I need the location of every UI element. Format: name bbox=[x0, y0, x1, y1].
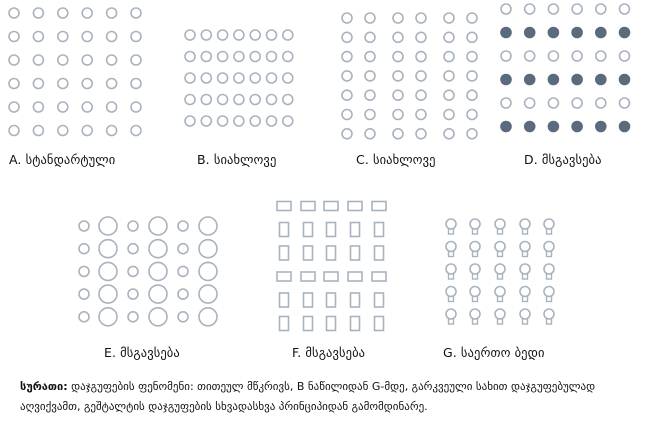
rect-vertical-f bbox=[351, 246, 360, 260]
bulb-g bbox=[446, 309, 456, 324]
dot-a bbox=[9, 55, 19, 65]
bulb-g bbox=[495, 242, 505, 257]
rect-horizontal-f bbox=[348, 272, 362, 281]
rect-vertical-f bbox=[351, 223, 360, 237]
dot-e bbox=[149, 240, 167, 258]
dot-d bbox=[525, 51, 535, 61]
rect-horizontal-f bbox=[372, 272, 386, 281]
dot-e bbox=[99, 285, 117, 303]
panel-label-b: B. სიახლოვე bbox=[197, 152, 277, 167]
dot-d bbox=[620, 122, 630, 132]
dot-c bbox=[365, 110, 375, 120]
bulb-g bbox=[544, 264, 554, 279]
dot-b bbox=[267, 52, 277, 62]
rect-vertical-f bbox=[327, 293, 336, 307]
dot-d bbox=[501, 75, 511, 85]
dot-d bbox=[501, 28, 511, 38]
dot-b bbox=[267, 95, 277, 105]
dot-e bbox=[79, 221, 89, 231]
dot-d bbox=[572, 4, 582, 14]
dot-d bbox=[548, 28, 558, 38]
rect-vertical-f bbox=[351, 317, 360, 331]
dot-e bbox=[99, 262, 117, 280]
panel-label-d: D. მსგავსება bbox=[524, 152, 602, 167]
dot-c bbox=[365, 32, 375, 42]
dot-b bbox=[250, 95, 260, 105]
panel-label-g: G. საერთო ბედი bbox=[443, 345, 545, 360]
rect-vertical-f bbox=[304, 223, 313, 237]
dot-e bbox=[149, 262, 167, 280]
rect-horizontal-f bbox=[324, 272, 338, 281]
rect-horizontal-f bbox=[301, 202, 315, 211]
dot-b bbox=[250, 73, 260, 83]
bulb-g bbox=[544, 242, 554, 257]
dot-a bbox=[33, 32, 43, 42]
rect-vertical-f bbox=[327, 223, 336, 237]
dot-b bbox=[283, 95, 293, 105]
dot-a bbox=[58, 79, 68, 89]
bulb-g bbox=[544, 309, 554, 324]
dot-c bbox=[342, 90, 352, 100]
bulb-g bbox=[495, 309, 505, 324]
dot-e bbox=[178, 221, 188, 231]
rect-vertical-f bbox=[304, 317, 313, 331]
dot-b bbox=[201, 116, 211, 126]
dot-e bbox=[199, 308, 217, 326]
dot-a bbox=[33, 102, 43, 112]
dot-e bbox=[128, 266, 138, 276]
dot-c bbox=[393, 71, 403, 81]
dot-a bbox=[33, 126, 43, 136]
dot-a bbox=[58, 32, 68, 42]
dot-e bbox=[199, 262, 217, 280]
rect-vertical-f bbox=[280, 317, 289, 331]
dot-c bbox=[342, 32, 352, 42]
dot-e bbox=[79, 266, 89, 276]
dot-d bbox=[596, 28, 606, 38]
dot-a bbox=[82, 79, 92, 89]
dot-e bbox=[199, 285, 217, 303]
dot-c bbox=[393, 90, 403, 100]
dot-e bbox=[79, 312, 89, 322]
dot-d bbox=[572, 28, 582, 38]
dot-a bbox=[82, 126, 92, 136]
dot-c bbox=[444, 52, 454, 62]
dot-c bbox=[416, 90, 426, 100]
dot-d bbox=[501, 4, 511, 14]
bulb-g bbox=[470, 309, 480, 324]
dot-e bbox=[99, 240, 117, 258]
dot-a bbox=[9, 79, 19, 89]
dot-d bbox=[525, 98, 535, 108]
dot-a bbox=[131, 32, 141, 42]
dot-b bbox=[218, 95, 228, 105]
dot-c bbox=[444, 71, 454, 81]
figure-caption bbox=[20, 377, 632, 417]
caption-lead: სურათი: bbox=[20, 380, 68, 393]
dot-b bbox=[267, 116, 277, 126]
rect-vertical-f bbox=[327, 246, 336, 260]
bulb-g bbox=[520, 309, 530, 324]
dot-a bbox=[131, 102, 141, 112]
dot-a bbox=[131, 126, 141, 136]
dot-d bbox=[548, 4, 558, 14]
dot-b bbox=[201, 30, 211, 40]
dot-a bbox=[9, 126, 19, 136]
rect-horizontal-f bbox=[348, 202, 362, 211]
dot-d bbox=[620, 75, 630, 85]
dot-a bbox=[131, 79, 141, 89]
dot-d bbox=[572, 122, 582, 132]
bulb-g bbox=[520, 287, 530, 302]
caption-text: დაჯგუფების ფენომენი: თითეულ მწკრივს, B ნაწილიდან G-მდე, გარკვეული სახით დაჯგუფებულად აღვიქვამთ, გეშტალტის დაჯგუფების სხვადასხვა პრინციპიდან გამომდინარე. bbox=[20, 380, 596, 413]
bulb-g bbox=[446, 264, 456, 279]
rect-vertical-f bbox=[327, 317, 336, 331]
dot-e bbox=[79, 289, 89, 299]
bulb-g bbox=[470, 242, 480, 257]
dot-d bbox=[620, 51, 630, 61]
dot-c bbox=[467, 90, 477, 100]
rect-horizontal-f bbox=[301, 272, 315, 281]
dot-d bbox=[501, 98, 511, 108]
dot-b bbox=[267, 30, 277, 40]
rect-vertical-f bbox=[280, 246, 289, 260]
bulb-g bbox=[544, 287, 554, 302]
dot-c bbox=[393, 13, 403, 23]
dot-c bbox=[416, 32, 426, 42]
dot-b bbox=[218, 116, 228, 126]
dot-a bbox=[82, 55, 92, 65]
dot-a bbox=[9, 8, 19, 18]
dot-e bbox=[199, 240, 217, 258]
dot-d bbox=[572, 51, 582, 61]
dot-b bbox=[283, 30, 293, 40]
dot-d bbox=[525, 75, 535, 85]
bulb-g bbox=[520, 219, 530, 234]
dot-b bbox=[185, 116, 195, 126]
rect-vertical-f bbox=[375, 317, 384, 331]
dot-e bbox=[79, 244, 89, 254]
dot-a bbox=[82, 8, 92, 18]
panel-label-a: A. სტანდარტული bbox=[9, 152, 116, 167]
dot-c bbox=[416, 129, 426, 139]
dot-c bbox=[342, 52, 352, 62]
dot-c bbox=[365, 52, 375, 62]
rect-vertical-f bbox=[351, 293, 360, 307]
bulb-g bbox=[520, 242, 530, 257]
dot-b bbox=[218, 73, 228, 83]
bulb-g bbox=[495, 219, 505, 234]
dot-d bbox=[525, 122, 535, 132]
dot-c bbox=[444, 90, 454, 100]
dot-c bbox=[365, 13, 375, 23]
dot-b bbox=[218, 52, 228, 62]
dot-b bbox=[267, 73, 277, 83]
dot-d bbox=[525, 28, 535, 38]
dot-e bbox=[99, 217, 117, 235]
dot-b bbox=[234, 52, 244, 62]
dot-c bbox=[467, 129, 477, 139]
dot-d bbox=[572, 98, 582, 108]
dot-d bbox=[620, 28, 630, 38]
dot-b bbox=[185, 52, 195, 62]
dot-d bbox=[596, 75, 606, 85]
dot-e bbox=[149, 217, 167, 235]
dot-b bbox=[234, 73, 244, 83]
dot-a bbox=[107, 8, 117, 18]
dot-c bbox=[467, 71, 477, 81]
dot-b bbox=[234, 95, 244, 105]
bulb-g bbox=[495, 264, 505, 279]
dot-a bbox=[82, 102, 92, 112]
dot-a bbox=[82, 32, 92, 42]
dot-c bbox=[393, 52, 403, 62]
dot-a bbox=[33, 55, 43, 65]
dot-c bbox=[444, 32, 454, 42]
rect-vertical-f bbox=[280, 223, 289, 237]
bulb-g bbox=[446, 242, 456, 257]
dot-a bbox=[107, 79, 117, 89]
dot-b bbox=[218, 30, 228, 40]
panel-label-e: E. მსგავსება bbox=[104, 345, 180, 360]
rect-horizontal-f bbox=[277, 202, 291, 211]
dot-c bbox=[416, 13, 426, 23]
rect-vertical-f bbox=[375, 293, 384, 307]
dot-b bbox=[283, 73, 293, 83]
dot-c bbox=[393, 32, 403, 42]
rect-horizontal-f bbox=[277, 272, 291, 281]
dot-a bbox=[58, 55, 68, 65]
dot-b bbox=[185, 73, 195, 83]
bulb-g bbox=[446, 219, 456, 234]
dot-a bbox=[58, 126, 68, 136]
dot-a bbox=[107, 55, 117, 65]
dot-b bbox=[234, 116, 244, 126]
dot-c bbox=[365, 129, 375, 139]
dot-c bbox=[393, 129, 403, 139]
dot-c bbox=[444, 129, 454, 139]
dot-a bbox=[131, 8, 141, 18]
dot-c bbox=[416, 110, 426, 120]
dot-d bbox=[620, 4, 630, 14]
dot-d bbox=[501, 51, 511, 61]
dot-b bbox=[185, 95, 195, 105]
rect-horizontal-f bbox=[372, 202, 386, 211]
dot-d bbox=[548, 51, 558, 61]
dot-e bbox=[178, 289, 188, 299]
dot-e bbox=[178, 244, 188, 254]
rect-vertical-f bbox=[375, 246, 384, 260]
dot-c bbox=[444, 13, 454, 23]
dot-e bbox=[178, 312, 188, 322]
dot-a bbox=[9, 102, 19, 112]
dot-d bbox=[596, 122, 606, 132]
panel-label-f: F. მსგავსება bbox=[292, 345, 366, 360]
dot-b bbox=[250, 116, 260, 126]
bulb-g bbox=[470, 264, 480, 279]
bulb-g bbox=[520, 264, 530, 279]
dot-a bbox=[9, 32, 19, 42]
dot-c bbox=[467, 13, 477, 23]
dot-b bbox=[234, 30, 244, 40]
bulb-g bbox=[495, 287, 505, 302]
dot-d bbox=[548, 75, 558, 85]
dot-b bbox=[283, 116, 293, 126]
dot-c bbox=[365, 90, 375, 100]
dot-e bbox=[99, 308, 117, 326]
dot-a bbox=[131, 55, 141, 65]
dot-b bbox=[283, 52, 293, 62]
dot-e bbox=[128, 289, 138, 299]
bulb-g bbox=[470, 219, 480, 234]
dot-c bbox=[467, 52, 477, 62]
dot-a bbox=[58, 8, 68, 18]
dot-e bbox=[199, 217, 217, 235]
dot-d bbox=[548, 98, 558, 108]
dot-c bbox=[416, 71, 426, 81]
dot-d bbox=[596, 98, 606, 108]
dot-a bbox=[33, 8, 43, 18]
dot-c bbox=[467, 110, 477, 120]
dot-d bbox=[572, 75, 582, 85]
dot-c bbox=[444, 110, 454, 120]
dot-b bbox=[201, 52, 211, 62]
dot-d bbox=[548, 122, 558, 132]
dot-d bbox=[596, 51, 606, 61]
dot-b bbox=[201, 95, 211, 105]
dot-b bbox=[250, 30, 260, 40]
dot-d bbox=[501, 122, 511, 132]
dot-c bbox=[365, 71, 375, 81]
dot-e bbox=[149, 308, 167, 326]
dot-d bbox=[596, 4, 606, 14]
dot-c bbox=[393, 110, 403, 120]
dot-a bbox=[107, 102, 117, 112]
panel-label-c: C. სიახლოვე bbox=[356, 152, 436, 167]
dot-c bbox=[342, 13, 352, 23]
dot-a bbox=[33, 79, 43, 89]
bulb-g bbox=[470, 287, 480, 302]
dot-c bbox=[342, 129, 352, 139]
rect-horizontal-f bbox=[324, 202, 338, 211]
bulb-g bbox=[544, 219, 554, 234]
dot-c bbox=[342, 110, 352, 120]
dot-e bbox=[128, 221, 138, 231]
bulb-g bbox=[446, 287, 456, 302]
dot-e bbox=[149, 285, 167, 303]
rect-vertical-f bbox=[304, 293, 313, 307]
dot-c bbox=[467, 32, 477, 42]
dot-a bbox=[107, 126, 117, 136]
dot-d bbox=[620, 98, 630, 108]
dot-d bbox=[525, 4, 535, 14]
dot-b bbox=[250, 52, 260, 62]
dot-c bbox=[342, 71, 352, 81]
dot-e bbox=[128, 312, 138, 322]
dot-e bbox=[178, 266, 188, 276]
dot-b bbox=[201, 73, 211, 83]
rect-vertical-f bbox=[375, 223, 384, 237]
rect-vertical-f bbox=[280, 293, 289, 307]
dot-a bbox=[107, 32, 117, 42]
rect-vertical-f bbox=[304, 246, 313, 260]
dot-a bbox=[58, 102, 68, 112]
dot-c bbox=[416, 52, 426, 62]
dot-b bbox=[185, 30, 195, 40]
dot-e bbox=[128, 244, 138, 254]
